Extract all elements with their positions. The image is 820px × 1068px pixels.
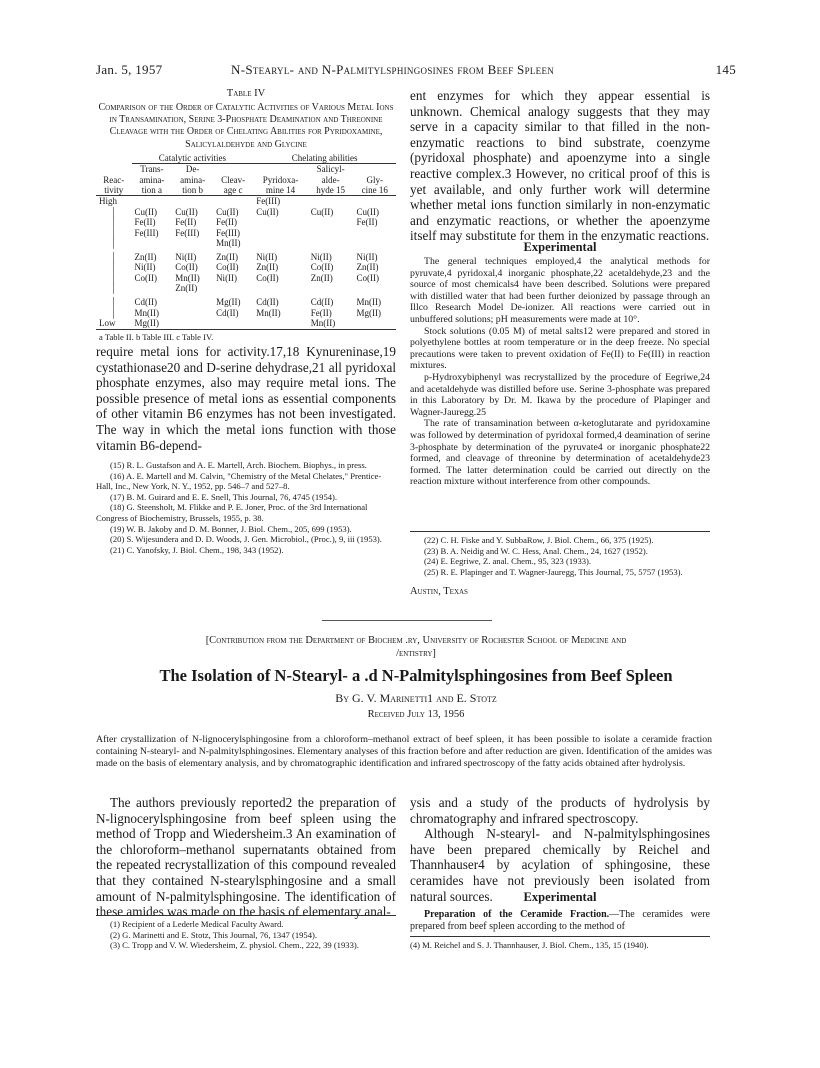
table-cell: Cd(II) <box>216 307 239 318</box>
table-row <box>96 297 396 307</box>
table-cell <box>213 283 253 297</box>
col-pyridoxamine: Pyridoxa- mine 14 <box>253 164 308 196</box>
table-cell: Fe(II) <box>356 217 378 228</box>
col-glycine: Gly- cine 16 <box>354 164 397 196</box>
reference-item: (21) C. Yanofsky, J. Biol. Chem., 198, 343 (1952). <box>110 544 284 555</box>
reactivity-cell: │ <box>110 238 117 249</box>
reactivity-cell: │ <box>110 262 117 273</box>
table-cell <box>253 228 308 238</box>
table-cell: Mg(II) <box>134 318 159 329</box>
table-cell <box>253 318 308 329</box>
table-iv <box>96 88 396 342</box>
table-cell <box>354 228 397 238</box>
table-cell <box>308 196 354 207</box>
table-cell: Cu(II) <box>356 206 379 217</box>
journal-date: Jan. 5, 1957 <box>96 62 163 77</box>
reactivity-cell: │ <box>110 297 117 308</box>
table-cell: Cu(II) <box>175 206 198 217</box>
table-row <box>96 273 396 283</box>
experimental-paragraph: Stock solutions (0.05 M) of metal salts12 were prepared and stored in polyethylene bottles at room temperature or in the deep freeze. No special precautions were taken to prevent oxidation of Fe(II) to Fe(III) in reaction mixtures. <box>410 325 710 372</box>
reactivity-cell: │ <box>110 227 117 238</box>
reactivity-cell: Low <box>99 318 116 329</box>
article-left-references <box>96 915 396 951</box>
right-references <box>410 531 710 577</box>
reference-item: (2) G. Marinetti and E. Stotz, This Journal, 76, 1347 (1954). <box>110 929 318 940</box>
preparation-heading: Preparation of the Ceramide Fraction. <box>424 909 610 920</box>
signoff: Austin, Texas <box>410 586 468 597</box>
preparation-paragraph <box>410 909 710 932</box>
reference-item: (20) S. Wijesundera and D. D. Woods, J. Gen. Microbiol., (Proc.), 9, iii (1953). <box>110 534 382 545</box>
table-cell: Co(II) <box>134 272 157 283</box>
left-column-text <box>96 344 396 453</box>
reference-item: (25) R. E. Plapinger and T. Wagner-Jauregg, This Journal, 75, 5757 (1953). <box>424 566 683 577</box>
table-cell <box>172 238 213 252</box>
reactivity-cell: │ <box>110 272 117 283</box>
table-caption: Comparison of the Order of Catalytic Activities of Various Metal Ions in Transamination, Serine 3-Phosphate Deamination and Threonine Cleavage with the Order of Chelating Abilities for Pyridoxamine, Salicylaldehyde and Glycine <box>98 102 394 150</box>
reactivity-cell: │ <box>110 217 117 228</box>
article-title: The Isolation of N-Stearyl- a .d N-Palmitylsphingosines from Beef Spleen <box>159 666 673 685</box>
reference-item: (18) G. Steensholt, M. Flikke and P. E. Joner, Proc. of the 3rd International Congress of Biochemistry, Brussels, 1955, p. 38. <box>96 502 368 523</box>
col-reactivity: Reac- tivity <box>96 164 132 196</box>
table-cell: Zn(II) <box>256 262 279 273</box>
table-cell: Zn(II) <box>216 252 239 263</box>
table-cell <box>354 283 397 297</box>
table-cell <box>213 318 253 329</box>
table-cell: Mn(II) <box>134 307 159 318</box>
left-references <box>96 460 396 555</box>
table-cell: Ni(II) <box>216 272 238 283</box>
abstract: After crystallization of N-lignocerylsphingosine from a chloroform–methanol extract of beef spleen, it has been possible to isolate a ceramide fraction containing N-stearyl- and N-palmitylsphingosines. Elementary analyses of this fraction before and after reduction are given. Identification of the amides was made on the basis of elementary analysis, and by chromatographic identification and infrared spectroscopy of the fatty acids obtained after hydrolysis. <box>96 734 712 769</box>
reactivity-cell: │ <box>110 307 117 318</box>
table-cell: Mn(II) <box>175 272 200 283</box>
col-cleavage: Cleav- age c <box>213 164 253 196</box>
article-authors: By G. V. Marinetti1 and E. Stotz <box>335 691 497 705</box>
reference-item: (24) E. Eegriwe, Z. anal. Chem., 95, 323 (1933). <box>424 556 592 567</box>
table-cell: Mn(II) <box>356 297 381 308</box>
table-cell: Co(II) <box>356 272 379 283</box>
table-cell <box>172 318 213 329</box>
table-cell: Fe(III) <box>216 227 241 238</box>
table-row <box>96 228 396 238</box>
table-body <box>96 153 396 342</box>
reference-item: (19) W. B. Jakoby and D. M. Bonner, J. Biol. Chem., 205, 699 (1953). <box>110 523 352 534</box>
table-row <box>96 308 396 318</box>
table-cell: Fe(III) <box>256 196 281 207</box>
table-row <box>96 238 396 252</box>
table-cell: Fe(II) <box>310 307 332 318</box>
group-catalytic: Catalytic activities <box>158 152 226 163</box>
table-cell: Fe(III) <box>175 227 200 238</box>
table-row <box>96 207 396 217</box>
table-cell: Ni(II) <box>134 262 156 273</box>
table-row <box>96 252 396 262</box>
reference-item: (16) A. E. Martell and M. Calvin, "Chemistry of the Metal Chelates," Prentice-Hall, Inc., New York, N. Y., 1952, pp. 546–7 and 527–8. <box>96 470 382 492</box>
table-cell: Mn(II) <box>256 307 281 318</box>
table-cell: Co(II) <box>175 262 198 273</box>
table-cell: Zn(II) <box>134 252 157 263</box>
experimental-heading: Experimental <box>523 240 597 254</box>
table-cell: Fe(II) <box>175 217 197 228</box>
reactivity-cell: │ <box>110 283 117 294</box>
group-chelating: Chelating abilities <box>291 152 358 163</box>
table-cell: Fe(III) <box>134 227 159 238</box>
col-transamination: Trans- amina- tion a <box>132 164 173 196</box>
table-row <box>96 262 396 272</box>
table-label: Table IV <box>226 88 266 99</box>
table-cell: Mn(II) <box>216 238 241 249</box>
table-cell: Ni(II) <box>256 252 278 263</box>
table-cell <box>253 283 308 297</box>
table-cell <box>308 238 354 252</box>
table-cell: Fe(II) <box>216 217 238 228</box>
table-cell <box>308 228 354 238</box>
table-cell: Cu(II) <box>216 206 239 217</box>
preparation-text: —The ceramides were prepared from beef spleen according to the method of <box>410 909 710 932</box>
table-cell: Ni(II) <box>356 252 378 263</box>
contribution-line: [Contribution from the Department of Biochem .ry, University of Rochester School of Medicine and /entistry] <box>205 635 627 659</box>
left-paragraph: require metal ions for activity.17,18 Kynureninase,19 cystathionase20 and D-serine dehydrase,21 all pyridoxal phosphate enzymes, also may require metal ions. The possible presence of metal ions as essential components of other vitamin B6 enzymes has not been investigated. The way in which the metal ions function with those vitamin B6-depend- <box>96 344 396 453</box>
table-row <box>96 217 396 227</box>
right-para-1: ysis and a study of the products of hydrolysis by chromatography and infrared spectroscopy. <box>410 795 710 826</box>
table-cell <box>308 217 354 227</box>
article-experimental-heading: Experimental <box>523 890 597 904</box>
reference-item: (23) B. A. Neidig and W. C. Hess, Anal. Chem., 24, 1627 (1952). <box>424 545 648 556</box>
reactivity-cell: High <box>99 196 117 207</box>
intro-paragraph: The authors previously reported2 the preparation of N-lignocerylsphingosine from beef spleen using the method of Tropp and Wiedersheim.3 An examination of the chloroform–methanol supernatants obtained from the repeated recrystallization of this compound revealed that they contained N-stearylsphingosine and a small amount of N-palmitylsphingosine. The identification of these amides was made on the basis of elementary anal- <box>96 795 396 920</box>
table-cell <box>308 283 354 297</box>
table-cell <box>132 238 173 252</box>
page-number: 145 <box>715 62 736 77</box>
table-cell: Fe(II) <box>134 217 156 228</box>
table-cell <box>213 196 253 207</box>
table-cell <box>132 283 173 297</box>
table-cell: Cu(II) <box>310 206 334 217</box>
reference-item: (1) Recipient of a Lederle Medical Faculty Award. <box>110 919 284 929</box>
table-cell <box>132 196 173 207</box>
experimental-text <box>410 256 710 488</box>
table-cell: Co(II) <box>216 262 239 273</box>
received-date: Received July 13, 1956 <box>367 709 465 720</box>
reference-item: (3) C. Tropp and V. W. Wiedersheim, Z. physiol. Chem., 222, 39 (1933). <box>110 940 359 951</box>
table-row <box>96 283 396 297</box>
table-cell: Zn(II) <box>310 272 333 283</box>
table-row <box>96 196 396 207</box>
experimental-paragraph: p-Hydroxybiphenyl was recrystallized by the procedure of Eegriwe,24 and acetaldehyde was distilled before use. Serine 3-phosphate was prepared in this Laboratory by Dr. M. Ikawa by the procedure of Plapinger and Wagner-Jauregg.25 <box>410 371 710 418</box>
table-cell <box>354 238 397 252</box>
table-cell: Mg(II) <box>216 297 241 308</box>
table-cell: Cd(II) <box>310 297 334 308</box>
table-cell <box>354 318 397 329</box>
table-cell <box>354 196 397 207</box>
table-cell: Zn(II) <box>356 262 379 273</box>
table-cell <box>172 308 213 318</box>
col-deamination: De- amina- tion b <box>172 164 213 196</box>
right-paragraph: ent enzymes for which they appear essential is unknown. Chemical analogy suggests that they may serve in a capacity similar to that filled in the non-enzymatic reactions to bind substrate, coenzyme (pyridoxal phosphate) and apoenzyme into a single reactive complex.3 However, no critical proof of this is yet available, and only further work will determine whether metal ions function similarly in non-enzymatic and enzymatic reactions, or whether the apoenzyme itself may substitute for them in the enzymatic reactions. <box>410 88 710 244</box>
experimental-paragraph: The rate of transamination between α-ketoglutarate and pyridoxamine was followed by determination of pyridoxal formed,4 deamination of serine 3-phosphate by determination of the pyruvate4 or inorganic phosphate22 formed, and cleavage of threonine by determination of acetaldehyde23 formed. The latter determination could be carried out directly on the reaction mixture without interference from other compounds. <box>410 418 710 488</box>
reactivity-cell: │ <box>110 206 117 217</box>
table-cell <box>172 196 213 207</box>
table-cell <box>172 297 213 307</box>
table-cell: Mg(II) <box>356 307 381 318</box>
table-row <box>96 318 396 329</box>
reference-item: (22) C. H. Fiske and Y. SubbaRow, J. Biol. Chem., 66, 375 (1925). <box>424 535 654 545</box>
experimental-paragraph: The general techniques employed,4 the analytical methods for pyruvate,4 pyridoxal,4 inorganic phosphate,22 acetaldehyde,23 and the source of most chemicals4 have been described. Solutions were prepared with distilled water that had been further deionized by passage through an Illco Research Model De-ionizer. All reactions were carried out in unbuffered solutions; pH measurements were made at 10°. <box>410 256 710 325</box>
reference-item: (17) B. M. Guirard and E. E. Snell, This Journal, 76, 4745 (1954). <box>110 491 338 502</box>
right-para-2: Although N-stearyl- and N-palmitylsphingosines have been prepared chemically by Reichel and Thannhauser4 by acylation of sphingosine, these ceramides have not previously been isolated from natural sources. <box>410 826 710 904</box>
table-cell: Zn(II) <box>175 283 198 294</box>
running-title: N-Stearyl- and N-Palmitylsphingosines from Beef Spleen <box>231 62 555 77</box>
table-footnote: a Table II. b Table III. c Table IV. <box>96 329 396 342</box>
table-cell: Cu(II) <box>256 206 279 217</box>
running-header <box>96 62 736 80</box>
col-salicylaldehyde: Salicyl- alde- hyde 15 <box>308 164 354 196</box>
table-cell: Ni(II) <box>175 252 197 263</box>
table-cell: Mn(II) <box>310 318 336 329</box>
table-cell: Co(II) <box>256 272 279 283</box>
reactivity-cell: │ <box>110 252 117 263</box>
article-right-text <box>410 795 710 904</box>
table-cell: Cu(II) <box>134 206 157 217</box>
table-cell <box>253 217 308 227</box>
table-cell: Co(II) <box>310 262 334 273</box>
table-cell: Cd(II) <box>134 297 157 308</box>
article-right-reference: (4) M. Reichel and S. J. Thannhauser, J. Biol. Chem., 135, 15 (1940). <box>410 936 710 951</box>
table-cell: Cd(II) <box>256 297 279 308</box>
table-cell <box>253 238 308 252</box>
right-column-text <box>410 88 710 244</box>
section-divider <box>322 620 492 621</box>
reference-item: (15) R. L. Gustafson and A. E. Martell, Arch. Biochem. Biophys., in press. <box>110 460 367 470</box>
table-cell: Ni(II) <box>310 252 332 263</box>
